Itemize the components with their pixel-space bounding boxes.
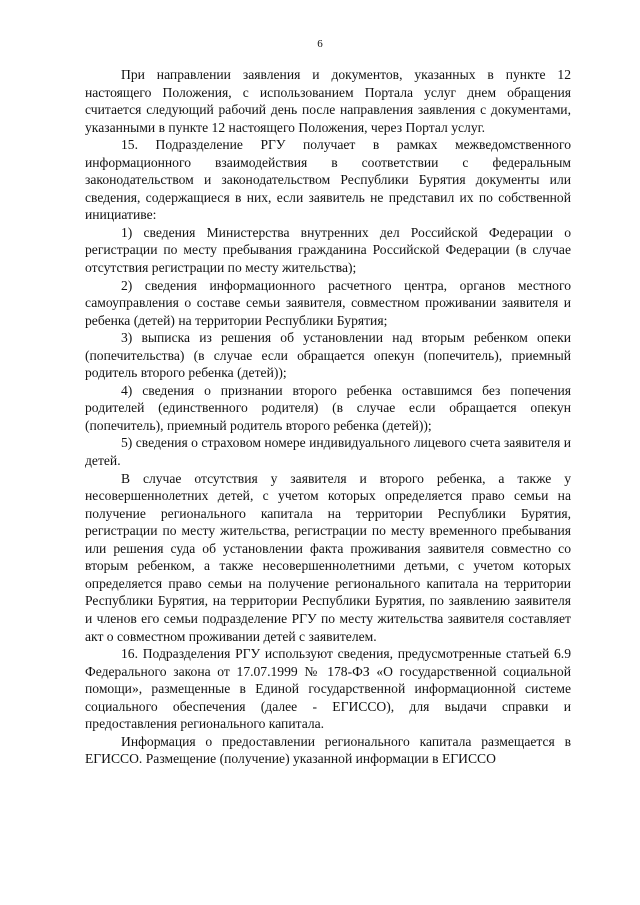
paragraph-no-registration: В случае отсутствия у заявителя и второго ребенка, а также у несовершеннолетних детей, с учетом которых определяется право семьи на получение регионального капитала на территории Республики Бурятия, регистрации по месту жительства, регистрации по месту временного пребывания или решения суда об установлении факта проживания заявителя совместно со вторым ребенком, а также несовершеннолетними детьми, с учетом которых определяется право семьи на получение регионального капитала на территории Республики Бурятия, на территории Республики Бурятия, по заявлению заявителя и членов его семьи подразделение РГУ по месту жительства заявителя составляет акт о совместном проживании детей с заявителем. bbox=[85, 470, 571, 644]
paragraph-item-16: 16. Подразделения РГУ используют сведения, предусмотренные статьей 6.9 Федерального закона от 17.07.1999 № 178-ФЗ «О государственной социальной помощи», размещенные в Единой государственной информационной системе социального обеспечения (далее - ЕГИССО), для выдачи справки и предоставления регионального капитала. bbox=[85, 646, 571, 732]
document-body bbox=[85, 66, 571, 768]
paragraph-egisso: Информация о предоставлении регионального капитала размещается в ЕГИССО. Размещение (получение) указанной информации в ЕГИССО bbox=[85, 733, 571, 767]
list-item-2: 2) сведения информационного расчетного центра, органов местного самоуправления о составе семьи заявителя, совместном проживании заявителя и ребенка (детей) на территории Республики Бурятия; bbox=[85, 277, 571, 328]
list-item-3: 3) выписка из решения об установлении над вторым ребенком опеки (попечительства) (в случае если обращается опекун (попечитель), приемный родитель второго ребенка (детей)); bbox=[85, 330, 571, 381]
list-item-4: 4) сведения о признании второго ребенка оставшимся без попечения родителей (единственного родителя) (в случае если обращается опекун (попечитель), приемный родитель второго ребенка (детей)); bbox=[85, 382, 571, 433]
page-number: 6 bbox=[317, 38, 323, 50]
list-item-5: 5) сведения о страховом номере индивидуального лицевого счета заявителя и детей. bbox=[85, 435, 571, 469]
paragraph-item-15: 15. Подразделение РГУ получает в рамках межведомственного информационного взаимодействия в соответствии с федеральным законодательством и законодательством Республики Бурятия документы или сведения, содержащиеся в них, если заявитель не представил их по собственной инициативе: bbox=[85, 137, 571, 223]
paragraph-portal-submission: При направлении заявления и документов, указанных в пункте 12 настоящего Положения, с использованием Портала услуг днем обращения считается следующий рабочий день после направления заявления с документами, указанными в пункте 12 настоящего Положения, через Портал услуг. bbox=[85, 67, 571, 135]
list-item-1: 1) сведения Министерства внутренних дел Российской Федерации о регистрации по месту пребывания гражданина Российской Федерации (в случае отсутствия регистрации по месту жительства); bbox=[85, 224, 571, 276]
